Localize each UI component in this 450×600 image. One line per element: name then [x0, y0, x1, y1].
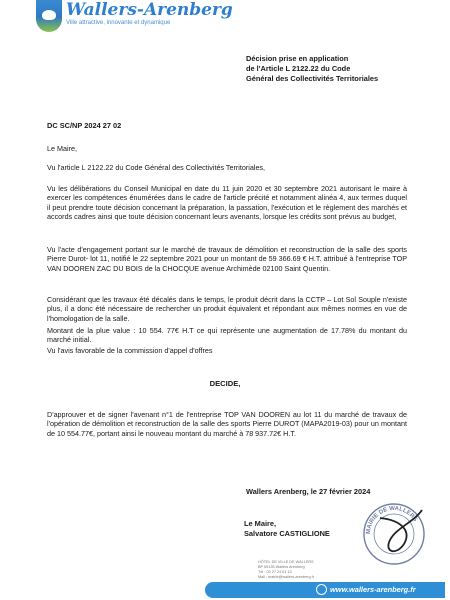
signature-date: Wallers Arenberg, le 27 février 2024 — [246, 487, 371, 496]
address-line-4: Mail : mairie@wallers-arenberg.fr — [258, 575, 314, 579]
reference-number: DC SC/NP 2024 27 02 — [47, 121, 122, 130]
paragraph-montant: Montant de la plue value : 10 554. 77€ H.T ce qui représente une augmentation de 17.78% du montant du marché initial. — [47, 326, 407, 345]
paragraph-vu-article: Vu l'article L 2122.22 du Code Général des Collectivités Territoriales, — [47, 163, 266, 172]
paragraph-considerant: Considérant que les travaux été décalés dans le temps, le produit décrit dans la CCTP – Lot Sol Souple n'existe plus, il a donc été nécessaire de rechercher un produit équivalent et répondant aux mêmes normes en vue de l'homologation de la salle. — [47, 295, 407, 323]
address-line-1: HÔTEL DE VILLE DE WALLERS — [258, 560, 314, 564]
signature-name: Salvatore CASTIGLIONE — [244, 529, 330, 538]
town-hall-address — [258, 560, 314, 580]
logo — [10, 0, 233, 38]
web-icon — [316, 584, 327, 595]
brand-tagline: Ville attractive, innovante et dynamique — [66, 20, 171, 26]
brand-name: Wallers-Arenberg — [66, 0, 233, 20]
paragraph-avis: Vu l'avis favorable de la commission d'appel d'offres — [47, 346, 213, 355]
header-line-3: Général des Collectivités Territoriales — [246, 74, 379, 83]
paragraph-deliberations: Vu les délibérations du Conseil Municipal en date du 11 juin 2020 et 30 septembre 2021 autorisant le maire à exercer les compétences énumérées dans le cadre de l'article précité et notamment alinéa 4, aux termes duquel il peut prendre toute décision concernant la préparation, la passation, l'exécution et le règlement des marchés et accords cadres ainsi que toute décision concernant leurs avenants, lorsque les crédits sont prévus au budget, — [47, 184, 407, 222]
signature-role: Le Maire, — [244, 519, 277, 528]
paragraph-decision: D'approuver et de signer l'avenant n°1 de l'entreprise TOP VAN DOOREN au lot 11 du marché de travaux de l'opération de démolition et reconstruction de la salle des sports Pierre DUROT (MAPA2019-03) pour un montant de 10 554.77€, portant ainsi le nouveau montant du marché à 78 937.72€ H.T. — [47, 410, 407, 438]
decision-header — [246, 54, 378, 84]
address-line-2: BP 59135 Wallers Arenberg — [258, 565, 305, 569]
mairie-stamp — [360, 500, 428, 568]
stamp-text: MAIRIE DE WALLERS — [365, 505, 418, 535]
header-line-2: de l'Article L 2122.22 du Code — [246, 64, 351, 73]
town-crest-icon — [36, 0, 62, 32]
paragraph-intro: Le Maire, — [47, 144, 77, 153]
signature-block — [244, 519, 330, 539]
paragraph-acte-engagement: Vu l'acte d'engagement portant sur le marché de travaux de démolition et reconstruction de la salle des sports Pierre Durot- lot 11, notifié le 22 septembre 2021 pour un montant de 59 366.69 € H.T. attribué à l'entreprise TOP VAN DOOREN ZAC DU BOIS de la CHOCQUE avenue Archimède 02100 Saint Quentin. — [47, 245, 407, 273]
address-line-3: Tél : 03 27 24 61 10 — [258, 570, 292, 574]
footer — [0, 580, 450, 600]
website-link[interactable]: www.wallers-arenberg.fr — [330, 585, 416, 594]
header-line-1: Décision prise en application — [246, 54, 349, 63]
decide-heading: DECIDE, — [209, 379, 241, 388]
